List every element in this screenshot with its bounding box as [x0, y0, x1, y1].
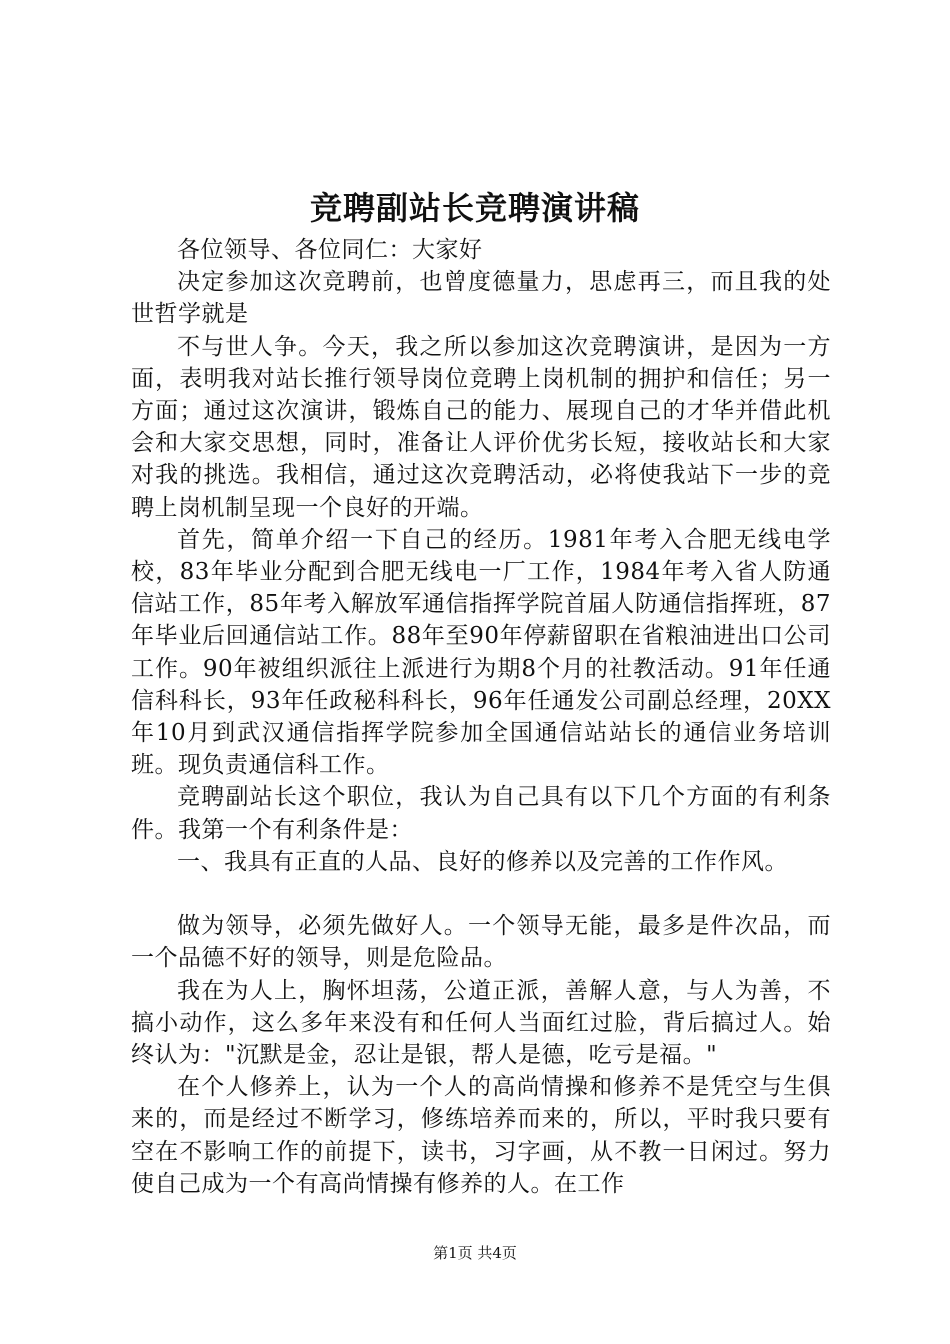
paragraph-cultivation: 在个人修养上，认为一个人的高尚情操和修养不是凭空与生俱来的，而是经过不断学习，修练培养而来的，所以，平时我只要有空在不影响工作的前提下，读书，习字画，从不教一日闲过。努力使自己成为一个有高尚情操有修养的人。在工作	[131, 1074, 831, 1197]
paragraph-greeting: 各位领导、各位同仁：大家好	[177, 237, 483, 263]
paragraph-experience: 首先，简单介绍一下自己的经历。1981年考入合肥无线电学校，83年毕业分配到合肥无线电一厂工作，1984年考入省人防通信站工作，85年考入解放军通信指挥学院首届人防通信指挥班，87年毕业后回通信站工作。88年至90年停薪留职在省粮油进出口公司工作。90年被组织派往上派进行为期8个月的社教活动。91年任通信科科长，93年任政秘科科长，96年任通发公司副总经理，20XX年10月到武汉通信指挥学院参加全国通信站站长的通信业务培训班。现负责通信科工作。	[131, 526, 831, 779]
blank-line	[131, 878, 831, 910]
paragraph-leadership: 做为领导，必须先做好人。一个领导无能，最多是件次品，而一个品德不好的领导，则是危险品。	[131, 913, 831, 972]
paragraph-heading-one: 一、我具有正直的人品、良好的修养以及完善的工作作风。	[177, 848, 788, 875]
paragraph-philosophy: 不与世人争。今天，我之所以参加这次竞聘演讲，是因为一方面，表明我对站长推行领导岗位竞聘上岗机制的拥护和信任；另一方面；通过这次演讲，锻炼自己的能力、展现自己的才华并借此机会和大家交思想，同时，准备让人评价优劣长短，接收站长和大家对我的挑选。我相信，通过这次竞聘活动，必将使我站下一步的竞聘上岗机制呈现一个良好的开端。	[131, 333, 831, 521]
page-footer: 第1页 共4页	[433, 1244, 517, 1262]
paragraph-decision: 决定参加这次竞聘前，也曾度德量力，思虑再三，而且我的处世哲学就是	[131, 269, 831, 328]
paragraph-character: 我在为人上，胸怀坦荡，公道正派，善解人意，与人为善，不搞小动作，这么多年来没有和任何人当面红过脸，背后搞过人。始终认为："沉默是金，忍让是银，帮人是德，吃亏是福。"	[131, 977, 831, 1069]
document-body	[131, 234, 831, 1200]
paragraph-conditions: 竞聘副站长这个职位，我认为自己具有以下几个方面的有利条件。我第一个有利条件是：	[131, 784, 831, 843]
document-title: 竞聘副站长竞聘演讲稿	[309, 189, 640, 227]
